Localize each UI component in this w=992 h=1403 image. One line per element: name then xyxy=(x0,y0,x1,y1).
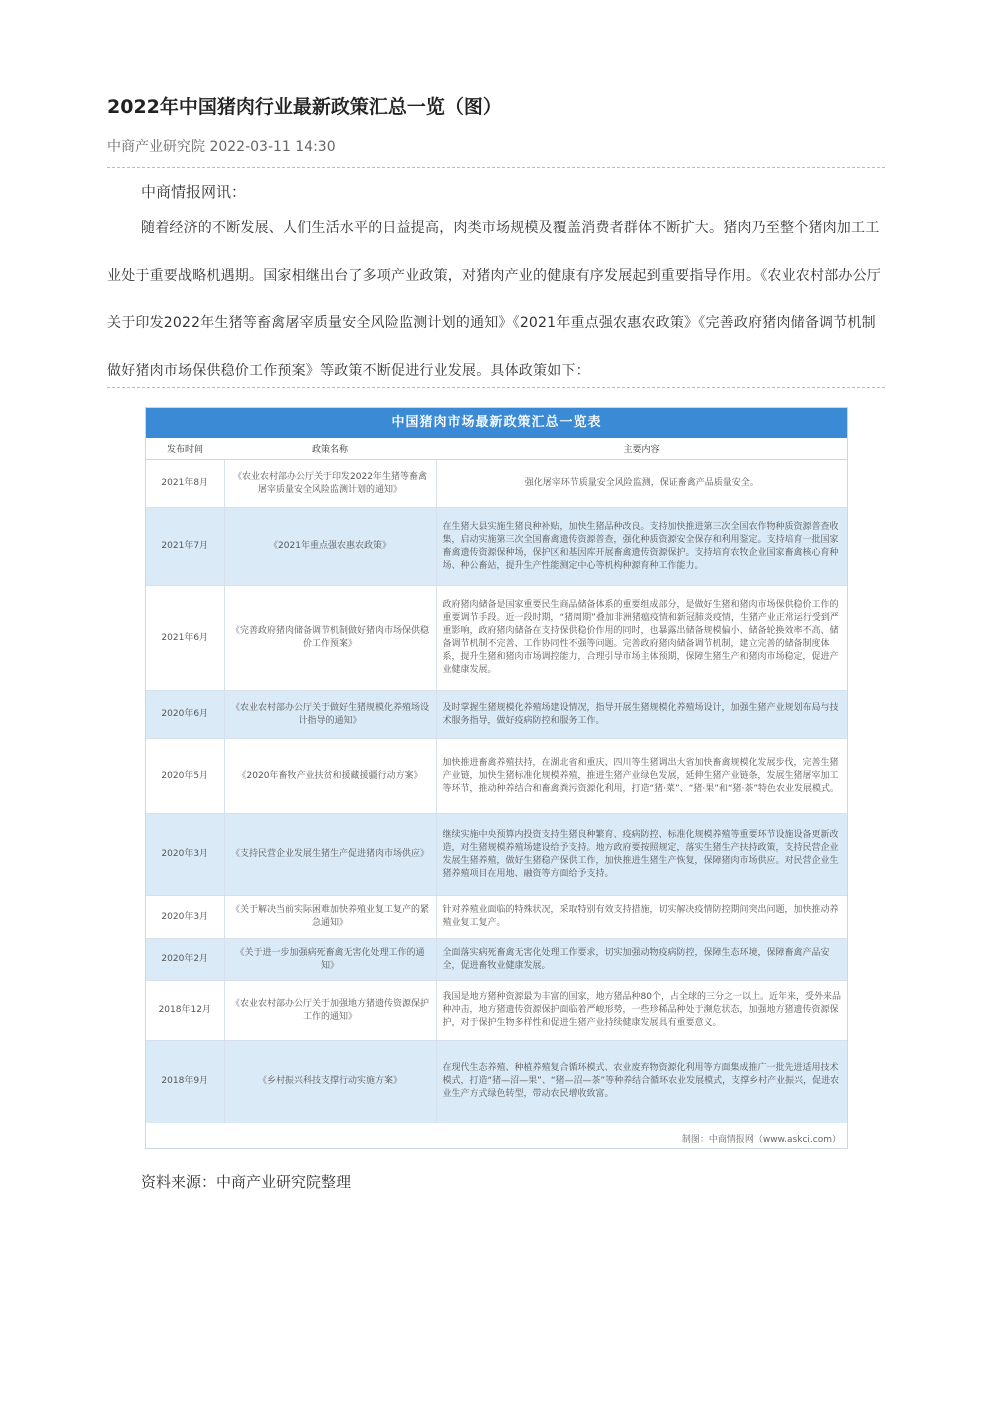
cell-date: 2021年8月 xyxy=(146,460,224,508)
table-row xyxy=(146,939,847,981)
cell-name: 《关于进一步加强病死畜禽无害化处理工作的通知》 xyxy=(224,939,436,981)
cell-name: 《农业农村部办公厅关于印发2022年生猪等畜禽屠宰质量安全风险监测计划的通知》 xyxy=(224,460,436,508)
cell-name: 《农业农村部办公厅关于做好生猪规模化养殖场设计指导的通知》 xyxy=(224,691,436,739)
table-row xyxy=(146,586,847,691)
header-content: 主要内容 xyxy=(436,438,847,460)
cell-date: 2021年6月 xyxy=(146,586,224,691)
cell-name: 《2020年畜牧产业扶贫和援藏援疆行动方案》 xyxy=(224,739,436,814)
figure-credit: 制图：中商情报网（www.askci.com） xyxy=(681,1135,841,1145)
cell-date: 2020年6月 xyxy=(146,691,224,739)
cell-content: 继续实施中央预算内投资支持生猪良种繁育、疫病防控、标准化规模养殖等重要环节设施设备更新改造，对生猪规模养殖场建设给予支持。地方政府要按照规定，落实生猪生产扶持政策，支持民营企业发展生猪养殖，做好生猪稳产保供工作，加快推进生猪生产恢复，保障猪肉市场供应。对民营企业生猪养殖项目在用地、融资等方面给予支持。 xyxy=(436,814,847,896)
cell-content: 加快推进畜禽养殖扶持，在湖北省和重庆、四川等生猪调出大省加快畜禽规模化发展步伐，完善生猪产业链，加快生猪标准化规模养殖，推进生猪产业绿色发展，延伸生猪产业链条，发展生猪屠宰加工等环节，推动种养结合和畜禽粪污资源化利用，打造“猪·菜”、“猪·果”和“猪·茶”特色农业发展模式。 xyxy=(436,739,847,814)
cell-name: 《2021年重点强农惠农政策》 xyxy=(224,508,436,586)
header-name: 政策名称 xyxy=(224,438,436,460)
cell-name: 《农业农村部办公厅关于加强地方猪遗传资源保护工作的通知》 xyxy=(224,981,436,1041)
divider-bottom xyxy=(107,387,885,388)
table-row xyxy=(146,896,847,939)
table-row xyxy=(146,691,847,739)
cell-content: 针对养殖业面临的特殊状况，采取特别有效支持措施，切实解决疫情防控期间突出问题，加快推动养殖业复工复产。 xyxy=(436,896,847,939)
article-meta: 中商产业研究院 2022-03-11 14:30 xyxy=(107,139,336,155)
cell-date: 2018年9月 xyxy=(146,1041,224,1123)
cell-content: 及时掌握生猪规模化养殖场建设情况，指导开展生猪规模化养殖场设计，加强生猪产业规划布局与技术服务指导，做好疫病防控和服务工作。 xyxy=(436,691,847,739)
table-row xyxy=(146,739,847,814)
table-row xyxy=(146,981,847,1041)
divider-top xyxy=(107,167,885,168)
cell-date: 2018年12月 xyxy=(146,981,224,1041)
table-row xyxy=(146,1041,847,1123)
table-row xyxy=(146,814,847,896)
cell-content: 在现代生态养殖、种植养殖复合循环模式、农业废弃物资源化利用等方面集成推广一批先进适用技术模式，打造“猪—沼—果”、“猪—沼—茶”等种养结合循环农业发展模式，支撑乡村产业振兴，促进农业生产方式绿色转型，带动农民增收致富。 xyxy=(436,1041,847,1123)
footer-source: 资料来源：中商产业研究院整理 xyxy=(141,1173,352,1191)
policy-table xyxy=(146,438,847,1123)
cell-date: 2020年3月 xyxy=(146,896,224,939)
cell-content: 全面落实病死畜禽无害化处理工作要求，切实加强动物疫病防控，保障生态环境，保障畜禽产品安全，促进畜牧业健康发展。 xyxy=(436,939,847,981)
cell-name: 《乡村振兴科技支撑行动实施方案》 xyxy=(224,1041,436,1123)
policy-table-figure xyxy=(145,407,848,1149)
intro-paragraph: 随着经济的不断发展、人们生活水平的日益提高，肉类市场规模及覆盖消费者群体不断扩大。猪肉乃至整个猪肉加工工业处于重要战略机遇期。国家相继出台了多项产业政策，对猪肉产业的健康有序发展起到重要指导作用。《农业农村部办公厅关于印发2022年生猪等畜禽屠宰质量安全风险监测计划的通知》《2021年重点强农惠农政策》《完善政府猪肉储备调节机制做好猪肉市场保供稳价工作预案》等政策不断促进行业发展。具体政策如下： xyxy=(107,220,881,379)
article-title: 2022年中国猪肉行业最新政策汇总一览（图） xyxy=(107,96,502,118)
table-row xyxy=(146,460,847,508)
table-row xyxy=(146,508,847,586)
cell-content: 强化屠宰环节质量安全风险监测，保证畜禽产品质量安全。 xyxy=(436,460,847,508)
header-date: 发布时间 xyxy=(146,438,224,460)
cell-date: 2020年5月 xyxy=(146,739,224,814)
cell-content: 政府猪肉储备是国家重要民生商品储备体系的重要组成部分，是做好生猪和猪肉市场保供稳价工作的重要调节手段。近一段时期，“猪周期”叠加非洲猪瘟疫情和新冠肺炎疫情，生猪产业正常运行受到严重影响，政府猪肉储备在支持保供稳价作用的同时，也暴露出储备规模偏小、储备轮换效率不高、储备调节机制不完善、工作协同性不强等问题。完善政府猪肉储备调节机制，建立完善的储备制度体系，提升生猪和猪肉市场调控能力，合理引导市场主体预期，保障生猪生产和猪肉市场稳定，促进产业健康发展。 xyxy=(436,586,847,691)
source-line: 中商情报网讯： xyxy=(141,183,247,201)
cell-date: 2020年3月 xyxy=(146,814,224,896)
cell-date: 2021年7月 xyxy=(146,508,224,586)
cell-date: 2020年2月 xyxy=(146,939,224,981)
figure-title: 中国猪肉市场最新政策汇总一览表 xyxy=(146,408,847,438)
cell-name: 《完善政府猪肉储备调节机制做好猪肉市场保供稳价工作预案》 xyxy=(224,586,436,691)
cell-content: 在生猪大县实施生猪良种补贴，加快生猪品种改良。支持加快推进第三次全国农作物种质资源普查收集，启动实施第三次全国畜禽遗传资源普查，强化种质资源安全保存和利用鉴定。支持培育一批国家畜禽遗传资源保种场，保护区和基因库开展畜禽遗传资源保护。支持培育农牧企业国家畜禽核心育种场、种公畜站，提升生产性能测定中心等机构种源育种工作能力。 xyxy=(436,508,847,586)
cell-content: 我国是地方猪种资源最为丰富的国家，地方猪品种80个，占全球的三分之一以上。近年来，受外来品种冲击，地方猪遗传资源保护面临着严峻形势，一些珍稀品种处于濒危状态，加强地方猪遗传资源保护，对于保护生物多样性和促进生猪产业持续健康发展具有重要意义。 xyxy=(436,981,847,1041)
cell-name: 《关于解决当前实际困难加快养殖业复工复产的紧急通知》 xyxy=(224,896,436,939)
cell-name: 《支持民营企业发展生猪生产促进猪肉市场供应》 xyxy=(224,814,436,896)
